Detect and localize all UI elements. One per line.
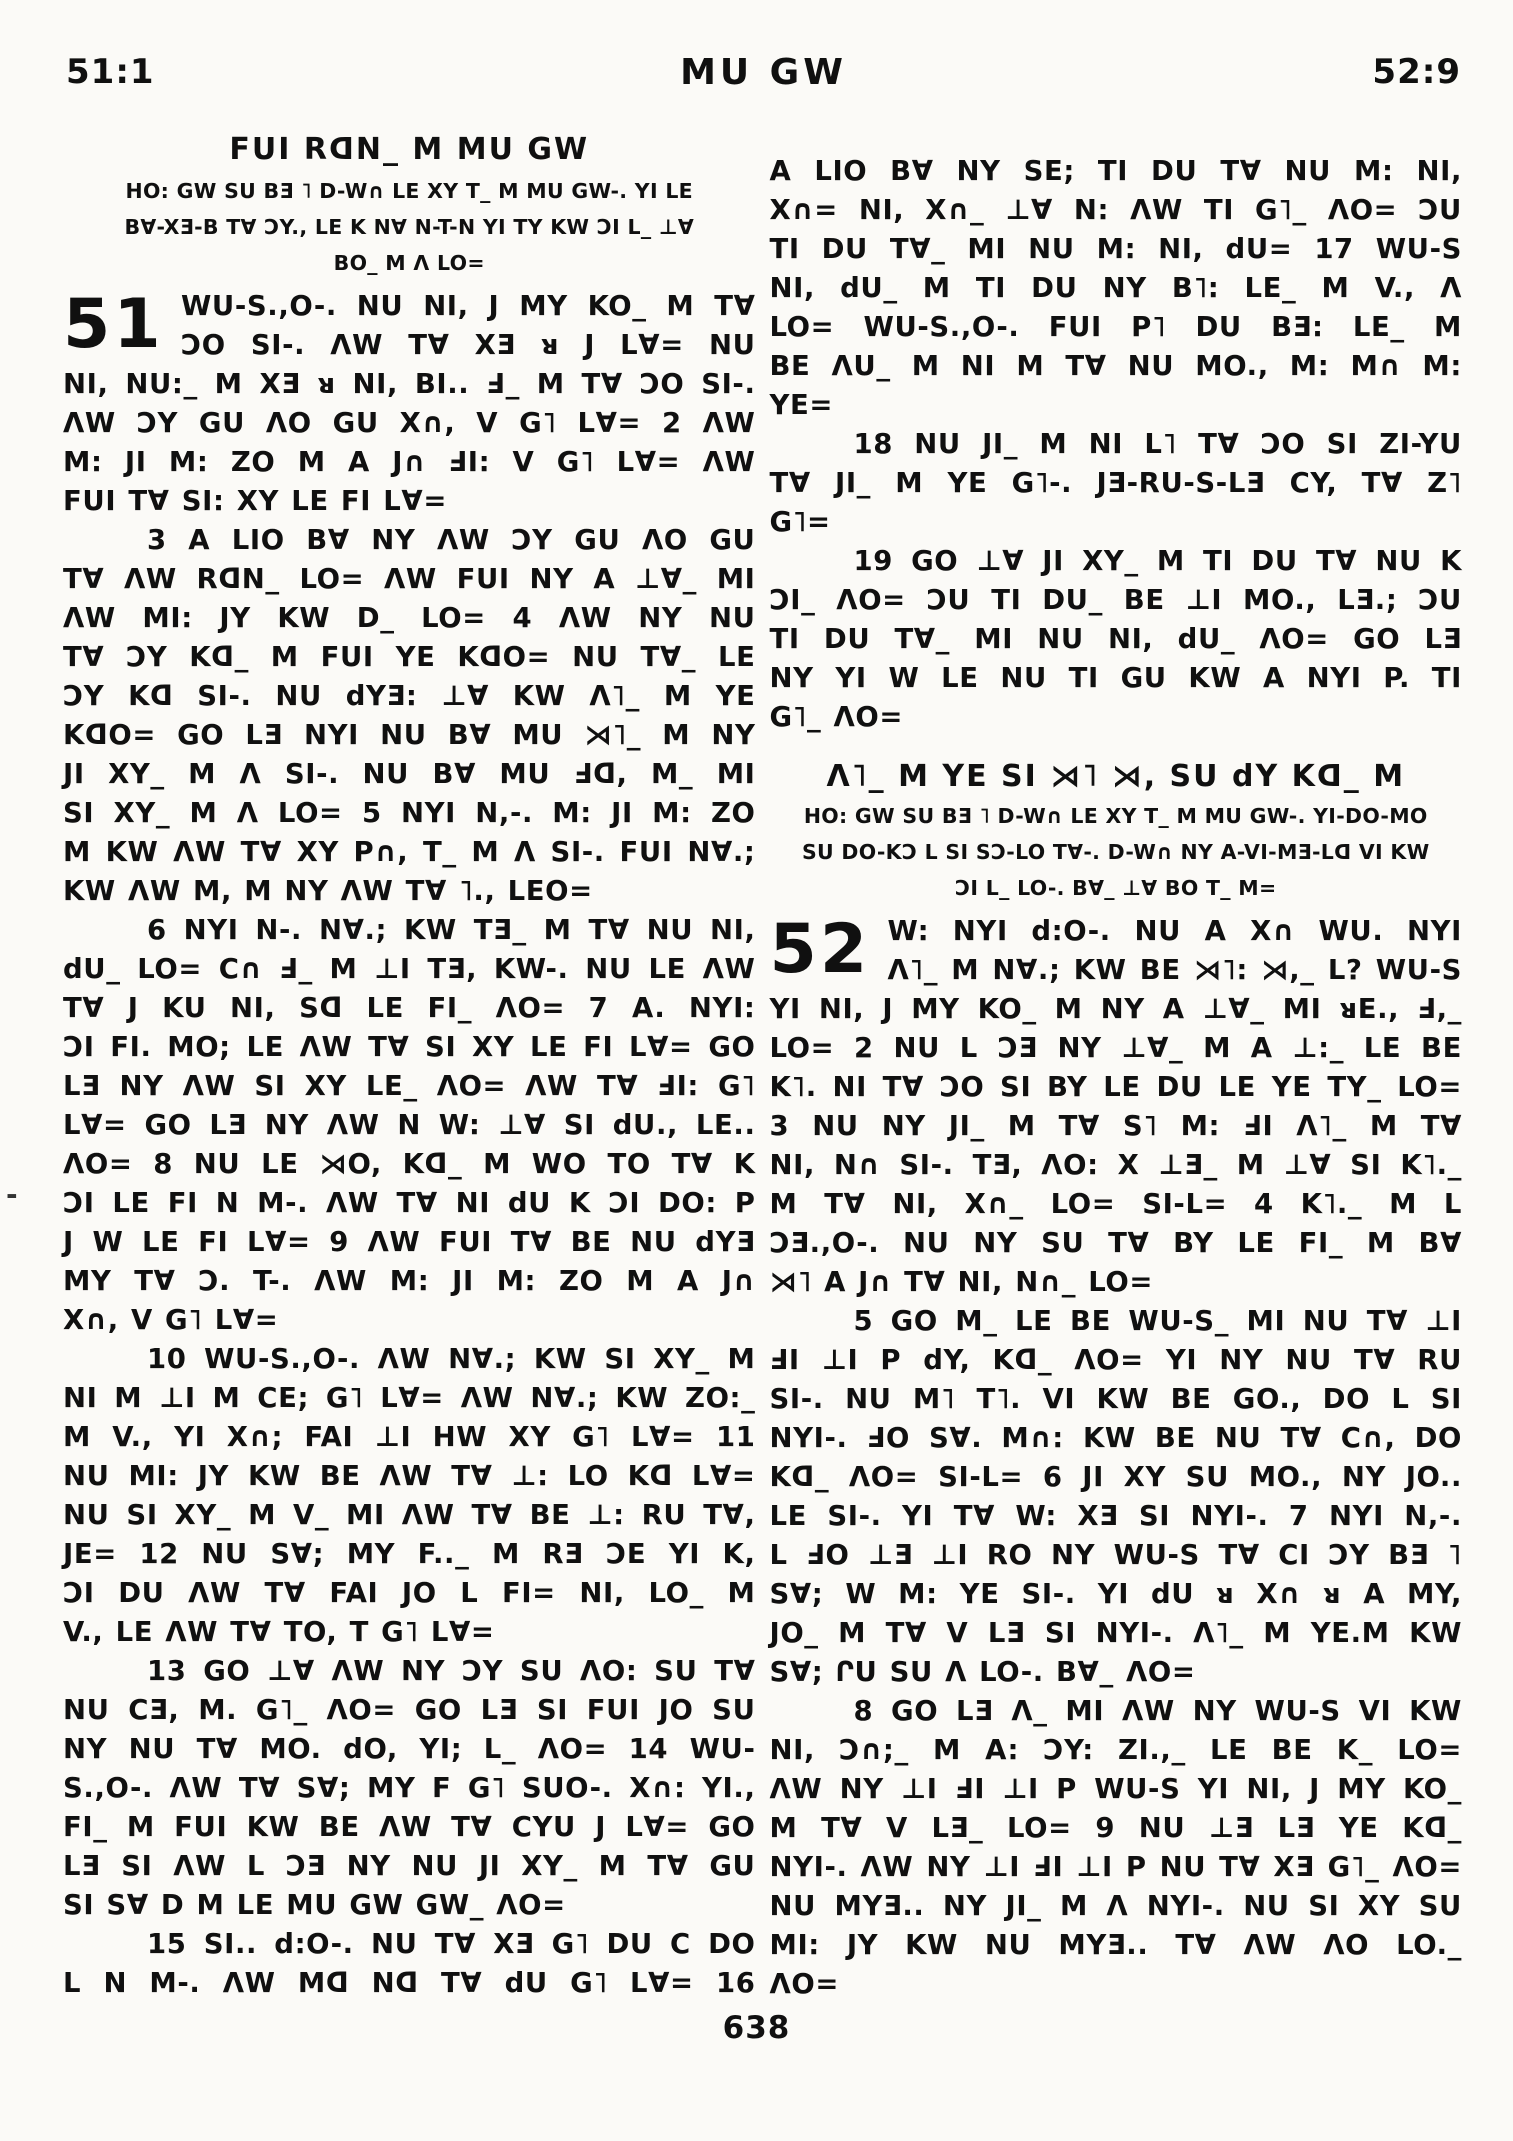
text-line: JI XY_ M Λ SI-. NU B∀ MU Ⅎᗡ, M_ MI <box>63 758 756 790</box>
text-line: G˥_ ΛO= <box>769 701 904 733</box>
text-line: NYI-. ΛW NY ⊥I ℲI ⊥I P NU T∀ XƎ G˥_ ΛO= <box>769 1851 1462 1883</box>
text-line: SI-. NU M˥ T˥. VI KW BE GO., DO L SI <box>769 1383 1462 1415</box>
text-line: NI, N∩ SI-. TƎ, ΛO: X ⊥Ǝ_ M ⊥∀ SI K˥._ <box>769 1149 1462 1181</box>
text-line: M T∀ NI, X∩_ LO= SI-L= 4 K˥._ M L <box>769 1188 1462 1220</box>
text-line: 18 NU JI_ M NI L˥ T∀ ƆO SI ZI-YU <box>853 428 1462 460</box>
text-line: 13 GO ⊥∀ ΛW NY ƆY SU ΛO: SU T∀ <box>147 1655 756 1687</box>
text-line: J W LE FI L∀= 9 ΛW FUI T∀ BE NU dYƎ <box>63 1226 756 1258</box>
text-line: YI NI, J MY KO_ M NY A ⊥∀_ MI ᴚE., Ⅎ,_ <box>769 993 1462 1025</box>
text-line: W: NYI d:O-. NU A X∩ WU. NYI <box>887 915 1462 947</box>
text-line: NI M ⊥I M CE; G˥ L∀= ΛW N∀.; KW ZO:_ <box>63 1382 756 1414</box>
text-line: ⋊˥ A J∩ T∀ NI, N∩_ LO= <box>769 1266 1154 1298</box>
psalm52-body-lines <box>770 990 1463 2004</box>
running-head-left-reference: 51:1 <box>66 52 155 92</box>
text-line: SI S∀ D M LE MU GW GW_ ΛO= <box>63 1889 566 1921</box>
text-line: ΛW ƆY GU ΛO GU X∩, V G˥ L∀= 2 ΛW <box>63 407 756 439</box>
text-line: S.,O-. ΛW T∀ S∀; MY F G˥ SUO-. X∩: YI., <box>63 1772 756 1804</box>
psalm51-body <box>63 287 756 2003</box>
psalm52-chapter-number: 52 <box>769 910 871 989</box>
text-line: JO_ M T∀ V LƎ SI NYI-. Λ˥_ M YE.M KW <box>769 1617 1462 1649</box>
text-line: X∩= NI, X∩_ ⊥∀ N: ΛW TI G˥_ ΛO= ƆU <box>769 194 1462 226</box>
text-line: ƆO SI-. ΛW T∀ XƎ ᴚ J L∀= NU <box>181 329 756 361</box>
text-line: ƆƎ.,O-. NU NY SU T∀ BY LE FI_ M B∀ <box>769 1227 1462 1259</box>
text-line: L ℲO ⊥Ǝ ⊥I RO NY WU-S T∀ CI ƆY BƎ ˥ <box>769 1539 1462 1571</box>
text-line: Kᗡ_ ΛO= SI-L= 6 JI XY SU MO., NY JO.. <box>769 1461 1462 1493</box>
text-line: ƆI DU ΛW T∀ FAI JO L FI= NI, LO_ M <box>63 1577 756 1609</box>
psalm52-superscription-line-3: ƆI L_ LO-. B∀_ ⊥∀ BO T_ M= <box>955 876 1277 900</box>
psalm51-superscription-line-2: B∀-XƎ-B T∀ ƆY., LE K N∀ N-T-N YI TY KW ƆI L_ ⊥∀ <box>124 215 695 239</box>
text-line: 6 NYI N-. N∀.; KW TƎ_ M T∀ NU NI, <box>147 914 756 946</box>
text-line: T∀ ƆY Kᗡ_ M FUI YE KᗡO= NU T∀_ LE <box>63 641 756 673</box>
text-line: NY NU T∀ MO. dO, YI; L_ ΛO= 14 WU- <box>63 1733 756 1765</box>
psalm52-title: Λ˥_ M YE SI ⋊˥ ⋊, SU dY Kᗡ_ M <box>826 759 1406 794</box>
text-line: ΛW NY ⊥I ℲI ⊥I P WU-S YI NI, J MY KO_ <box>769 1773 1462 1805</box>
right-column <box>770 124 1463 2004</box>
text-line: LƎ SI ΛW L ƆƎ NY NU JI XY_ M T∀ GU <box>63 1850 756 1882</box>
psalm51-right-column-lines <box>770 152 1463 737</box>
psalm52-body <box>770 912 1463 2004</box>
two-column-text-area <box>63 124 1462 2004</box>
text-line: ΛO= <box>769 1968 840 2000</box>
text-line: L∀= GO LƎ NY ΛW N W: ⊥∀ SI dU., LE.. <box>63 1109 756 1141</box>
text-line: S∀; ՐU SU Λ LO-. B∀_ ΛO= <box>769 1656 1196 1688</box>
text-line: M: JI M: ZO M A J∩ ℲI: V G˥ L∀= ΛW <box>63 446 756 478</box>
psalm51-superscription-line-3: BO_ M Λ LO= <box>333 251 485 275</box>
text-line: LE SI-. YI T∀ W: XƎ SI NYI-. 7 NYI N,-. <box>769 1500 1462 1532</box>
text-line: NU SI XY_ M V_ MI ΛW T∀ BE ⊥: RU T∀, <box>63 1499 756 1531</box>
text-line: NI, NU:_ M XƎ ᴚ NI, BI.. Ⅎ_ M T∀ ƆO SI-. <box>63 368 756 400</box>
text-line: V., LE ΛW T∀ TO, T G˥ L∀= <box>63 1616 495 1648</box>
text-line: 10 WU-S.,O-. ΛW N∀.; KW SI XY_ M <box>147 1343 756 1375</box>
text-line: 3 NU NY JI_ M T∀ S˥ M: ℲI Λ˥_ M T∀ <box>769 1110 1462 1142</box>
text-line: MI: JY KW NU MYƎ.. T∀ ΛW ΛO LO._ <box>769 1929 1462 1961</box>
psalm52-superscription-line-2: SU DO-KƆ L SI SƆ-LO T∀-. D-W∩ NY A-VI-MƎ-Lᗡ VI KW <box>801 840 1430 864</box>
text-line: LO= 2 NU L ƆƎ NY ⊥∀_ M A ⊥:_ LE BE <box>769 1032 1462 1064</box>
text-line: NY YI W LE NU TI GU KW A NYI P. TI <box>769 662 1462 694</box>
text-line: NI, dU_ M TI DU NY B˥: LE_ M V., Λ <box>769 272 1462 304</box>
text-line: 19 GO ⊥∀ JI XY_ M TI DU T∀ NU K <box>853 545 1462 577</box>
text-line: FI_ M FUI KW BE ΛW T∀ CYU J L∀= GO <box>63 1811 756 1843</box>
text-line: NU MI: JY KW BE ΛW T∀ ⊥: LO Kᗡ L∀= <box>63 1460 756 1492</box>
text-line: G˥= <box>769 506 831 538</box>
text-line: ΛW MI: JY KW D_ LO= 4 ΛW NY NU <box>63 602 756 634</box>
text-line: LO= WU-S.,O-. FUI P˥ DU BƎ: LE_ M <box>769 311 1462 343</box>
running-head-right-reference: 52:9 <box>1372 52 1461 92</box>
text-line: SI XY_ M Λ LO= 5 NYI N,-. M: JI M: ZO <box>63 797 756 829</box>
text-line: TI DU T∀_ MI NU NI, dU_ ΛO= GO LƎ <box>769 623 1462 655</box>
text-line: S∀; W M: YE SI-. YI dU ᴚ X∩ ᴚ A MY, <box>769 1578 1462 1610</box>
text-line: X∩, V G˥ L∀= <box>63 1304 279 1336</box>
text-line: T∀ JI_ M YE G˥-. JƎ-RU-S-LƎ CY, T∀ Z˥ <box>769 467 1462 499</box>
text-line: ℲI ⊥I P dY, Kᗡ_ ΛO= YI NY NU T∀ RU <box>769 1344 1462 1376</box>
text-line: ƆY Kᗡ SI-. NU dYƎ: ⊥∀ KW Λ˥_ M YE <box>63 680 756 712</box>
text-line: M V., YI X∩; FAI ⊥I HW XY G˥ L∀= 11 <box>63 1421 756 1453</box>
text-line: NI, Ɔ∩;_ M A: ƆY: ZI.,_ LE BE K_ LO= <box>769 1734 1462 1766</box>
text-line: TI DU T∀_ MI NU M: NI, dU= 17 WU-S <box>769 233 1462 265</box>
text-line: 3 A LIO B∀ NY ΛW ƆY GU ΛO GU <box>147 524 756 556</box>
text-line: A LIO B∀ NY SE; TI DU T∀ NU M: NI, <box>769 155 1462 187</box>
text-line: K˥. NI T∀ ƆO SI BY LE DU LE YE TY_ LO= <box>769 1071 1462 1103</box>
text-line: ƆI_ ΛO= ƆU TI DU_ BE ⊥I MO., LƎ.; ƆU <box>769 584 1462 616</box>
psalm51-title: FUI RᗡN_ M MU GW <box>229 132 590 167</box>
psalm51-superscription-line-1: HO: GW SU BƎ ˥ D-W∩ LE XY T_ M MU GW-. YI LE <box>125 179 693 203</box>
text-line: NYI-. ℲO S∀. M∩: KW BE NU T∀ C∩, DO <box>769 1422 1462 1454</box>
text-line: ƆI LE FI N M-. ΛW T∀ NI dU K ƆI DO: P <box>63 1187 756 1219</box>
text-line: M KW ΛW T∀ XY P∩, T_ M Λ SI-. FUI N∀.; <box>63 836 756 868</box>
running-head <box>66 52 1461 94</box>
text-line: 8 GO LƎ Λ_ MI ΛW NY WU-S VI KW <box>853 1695 1462 1727</box>
text-line: 15 SI.. d:O-. NU T∀ XƎ G˥ DU C DO <box>147 1928 756 1960</box>
psalm51-left-column-lines <box>63 365 756 2003</box>
psalm52-superscription-line-1: HO: GW SU BƎ ˥ D-W∩ LE XY T_ M MU GW-. YI-DO-MO <box>803 804 1428 828</box>
text-line: WU-S.,O-. NU NI, J MY KO_ M T∀ <box>181 290 756 322</box>
running-head-book-title: MU GW <box>680 52 847 93</box>
text-line: ΛO= 8 NU LE ⋊O, Kᗡ_ M WO TO T∀ K <box>63 1148 756 1180</box>
text-line: BE ΛU_ M NI M T∀ NU MO., M: M∩ M: <box>769 350 1462 382</box>
text-line: T∀ J KU NI, Sᗡ LE FI_ ΛO= 7 A. NYI: <box>63 992 756 1024</box>
text-line: 5 GO M_ LE BE WU-S_ MI NU T∀ ⊥I <box>853 1305 1462 1337</box>
text-line: ƆI FI. MO; LE ΛW T∀ SI XY LE FI L∀= GO <box>63 1031 756 1063</box>
text-line: M T∀ V LƎ_ LO= 9 NU ⊥Ǝ LƎ YE Kᗡ_ <box>769 1812 1462 1844</box>
text-line: dU_ LO= C∩ Ⅎ_ M ⊥I TƎ, KW-. NU LE ΛW <box>63 953 756 985</box>
text-line: NU CƎ, M. G˥_ ΛO= GO LƎ SI FUI JO SU <box>63 1694 756 1726</box>
text-line: FUI T∀ SI: XY LE FI L∀= <box>63 485 447 517</box>
text-line: Λ˥_ M N∀.; KW BE ⋊˥: ⋊,_ L? WU-S <box>887 954 1462 986</box>
text-line: KᗡO= GO LƎ NYI NU B∀ MU ⋊˥_ M NY <box>63 719 756 751</box>
text-line: NU MYƎ.. NY JI_ M Λ NYI-. NU SI XY SU <box>769 1890 1462 1922</box>
text-line: YE= <box>769 389 834 421</box>
page-number: 638 <box>722 2010 791 2046</box>
psalm52-section <box>770 759 1463 2004</box>
text-line: L N M-. ΛW Mᗡ Nᗡ T∀ dU G˥ L∀= 16 <box>63 1967 756 1999</box>
text-line: MY T∀ Ɔ. T-. ΛW M: JI M: ZO M A J∩ <box>63 1265 756 1297</box>
psalm51-chapter-number: 51 <box>63 285 164 364</box>
left-column <box>63 124 756 2004</box>
text-line: LƎ NY ΛW SI XY LE_ ΛO= ΛW T∀ ℲI: G˥ <box>63 1070 756 1102</box>
text-line: KW ΛW M, M NY ΛW T∀ ˥., LEO= <box>63 875 593 907</box>
scan-artifact-dash: - <box>6 1178 18 1211</box>
text-line: T∀ ΛW RᗡN_ LO= ΛW FUI NY A ⊥∀_ MI <box>63 563 756 595</box>
text-line: JE= 12 NU S∀; MY F.._ M RƎ ƆE YI K, <box>63 1538 756 1570</box>
